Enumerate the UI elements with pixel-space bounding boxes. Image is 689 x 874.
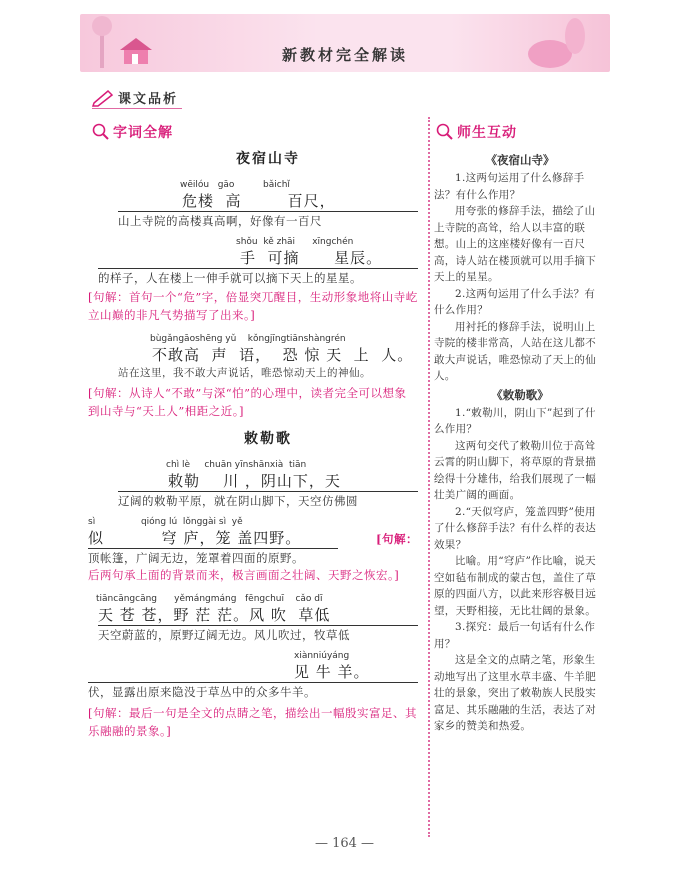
poem2-line1: 敕勒 川 ，阴山下，天 <box>168 472 341 490</box>
word-analysis-column <box>88 148 418 740</box>
magnifier-icon <box>92 123 110 141</box>
poem2-line3-translation: 天空蔚蓝的，原野辽阔无边。风儿吹过，牧草低 <box>98 625 418 643</box>
poem2-line2: 似 穹 庐，笼 盖四野。 <box>88 529 302 547</box>
poem1-line1: 危楼 高 百尺， <box>182 192 336 210</box>
poem2-line2-translation: 顶帐篷，广阔无边，笼罩着四面的原野。 <box>88 548 338 566</box>
poem1-line1-translation: 山上寺院的高楼真高啊，好像有一百尺 <box>118 211 418 229</box>
poem2-note-label: [句解： <box>376 532 418 546</box>
question-2: 2.这两句运用了什么手法？有什么作用？ <box>434 287 596 316</box>
poem1-line2: 手 可摘 星辰。 <box>240 249 383 267</box>
section-label-text: 课文品析 <box>118 92 179 107</box>
interaction-heading-text: 师生互动 <box>457 125 517 141</box>
magnifier-icon <box>436 123 454 141</box>
poem1-line3-translation: 站在这里，我不敢大声说话，唯恐惊动天上的神仙。 <box>118 367 371 379</box>
poem2-line2-row <box>88 527 418 548</box>
poem2-line4-pinyin: xiànniúyáng <box>294 651 350 661</box>
pencil-icon <box>92 89 114 107</box>
poem1-line3: 不敢高 声 语， 恐 惊 天 上 人。 <box>152 346 414 364</box>
question-3: 1.“敕勒川，阴山下”起到了什么作用？ <box>434 406 596 435</box>
poem1-line1-pinyin: wēilóu gāo bǎichǐ <box>180 180 290 190</box>
qa2-title: 《敕勒歌》 <box>491 387 549 402</box>
section-label <box>92 88 178 107</box>
answer-5: 这是全文的点睛之笔，形象生动地写出了这里水草丰盛、牛羊肥壮的景象，突出了敕勒族人民殷实富足、其乐融融的生活，表达了对家乡的赞美和热爱。 <box>434 654 596 732</box>
interaction-column <box>434 150 606 735</box>
interaction-heading <box>436 122 517 142</box>
poem1-line2-translation: 的样子，人在楼上一伸手就可以摘下天上的星星。 <box>98 268 418 286</box>
poem1-note1: [句解：首句一个“危”字，倍显突兀醒目，生动形象地将山寺屹立山巅的非凡气势描写了出来。] <box>88 290 418 322</box>
answer-2: 用衬托的修辞手法，说明山上寺院的楼非常高，人站在这儿都不敢大声说话，唯恐惊动了天上的仙人。 <box>434 320 596 382</box>
poem1-title: 夜宿山寺 <box>236 151 300 167</box>
poem2-line1-translation: 辽阔的敕勒平原，就在阴山脚下，天空仿佛圆 <box>118 491 418 509</box>
poem1-note2: [句解：从诗人“不敢”与深“怕”的心理中，读者完全可以想象到山寺与“天上人”相距之近。] <box>88 386 407 418</box>
poem2-note2: [句解：最后一句是全文的点睛之笔，描绘出一幅殷实富足、其乐融融的景象。] <box>88 706 417 738</box>
word-analysis-heading <box>92 122 173 142</box>
poem1-line3-pinyin: bùgǎngāoshēng yǔ kǒngjīngtiānshàngrén <box>150 334 346 344</box>
poem2-line4: 见 牛 羊。 <box>294 663 370 681</box>
poem2-line3-pinyin: tiāncāngcāng yěmángmáng fēngchuī cǎo dī <box>96 594 323 604</box>
section-underline <box>92 108 182 109</box>
book-title: 新教材完全解读 <box>281 46 408 64</box>
word-analysis-heading-text: 字词全解 <box>113 125 173 141</box>
answer-4: 比喻。用“穹庐”作比喻，说天空如毡布制成的蒙古包，盖住了草原的四面八方，以此来形容极目远望，天野相接，无比壮阔的景象。 <box>434 555 596 617</box>
poem2-line2-pinyin: sì qióng lú lǒnggài sì yě <box>88 517 243 527</box>
question-4: 2.“天似穹庐，笼盖四野”使用了什么修辞手法？有什么样的表达效果？ <box>434 505 596 551</box>
qa1-title: 《夜宿山寺》 <box>485 153 555 167</box>
poem2-line1-pinyin: chì lè chuān yīnshānxià tiān <box>166 460 307 470</box>
poem2-line3: 天 苍 苍，野 茫 茫。风 吹 草低 <box>98 606 331 624</box>
poem1-line2-pinyin: shǒu kě zhāi xīngchén <box>236 237 354 247</box>
poem2-note1: 后两句承上面的背景而来，极言画面之壮阔、天野之恢宏。] <box>88 568 400 582</box>
question-1: 1.这两句运用了什么修辞手法？有什么作用？ <box>434 172 585 201</box>
poem2-title: 敕勒歌 <box>244 431 292 447</box>
page-header-banner <box>80 14 610 72</box>
question-5: 3.探究：最后一句话有什么作用？ <box>434 621 596 650</box>
page-number: — 164 — <box>314 836 375 851</box>
poem2-line4-translation: 伏，显露出原来隐没于草丛中的众多牛羊。 <box>88 682 418 700</box>
answer-3: 这两句交代了敕勒川位于高耸云霄的阴山脚下，将草原的背景描绘得十分雄伟，给我们展现了一幅壮美广阔的画面。 <box>434 439 596 501</box>
answer-1: 用夸张的修辞手法，描绘了山上寺院的高耸，给人以丰富的联想。山上的这座楼好像有一百尺高，诗人站在楼顶就可以用手摘下天上的星星。 <box>434 205 596 283</box>
